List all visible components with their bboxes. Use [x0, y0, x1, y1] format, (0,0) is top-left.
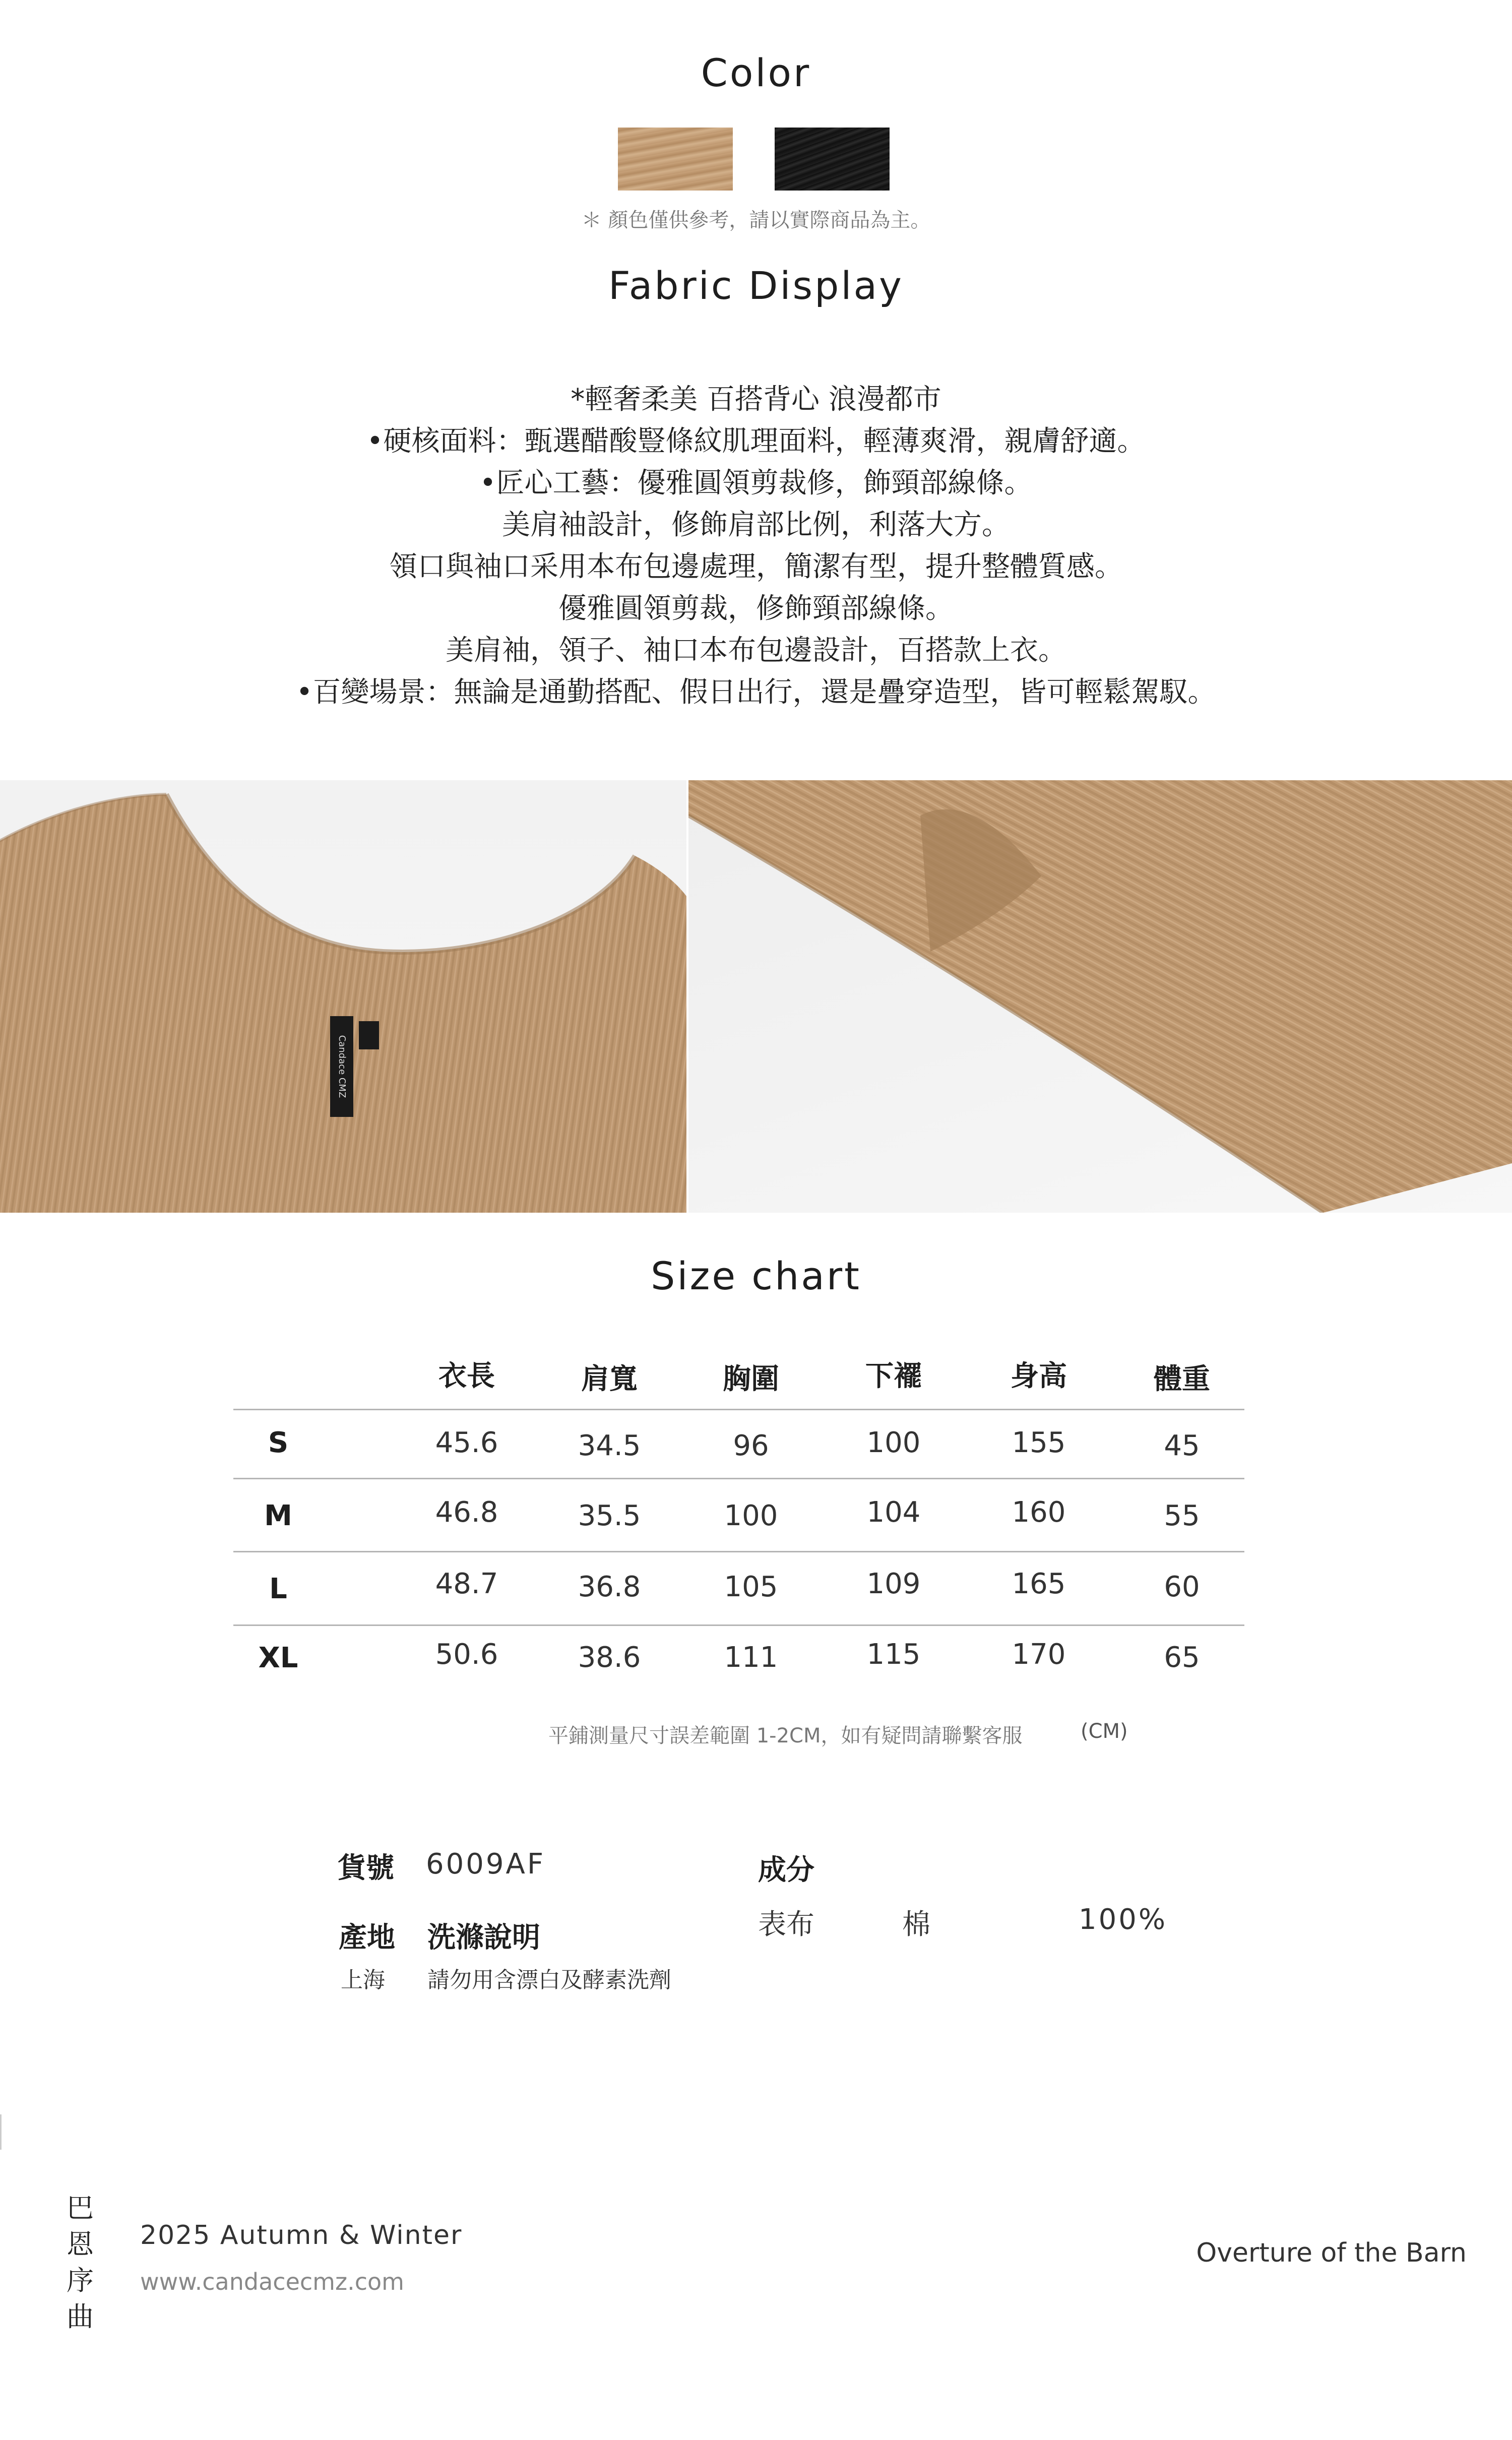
fabric-line: 優雅圓領剪裁，修飾頸部線條。 [558, 592, 954, 625]
slogan-text: Overture of the Barn [1196, 2238, 1467, 2268]
composition-material: 棉 [902, 1908, 930, 1941]
size-label-m: M [264, 1499, 292, 1532]
fabric-line: •匠心工藝：優雅圓領剪裁修，飾頸部線條。 [479, 467, 1033, 499]
fabric-line: *輕奢柔美 百搭背心 浪漫都市 [571, 383, 941, 416]
composition-percent: 100% [1079, 1903, 1168, 1936]
brand-char: 巴 [67, 2192, 94, 2224]
fabric-line: •硬核面料：甄選醋酸豎條紋肌理面料，輕薄爽滑，親膚舒適。 [366, 425, 1146, 458]
header-chest: 胸圍 [723, 1363, 779, 1396]
brand-char: 序 [67, 2265, 94, 2296]
fabric-line: •百變場景：無論是通勤搭配、假日出行，還是疊穿造型，皆可輕鬆駕馭。 [296, 676, 1216, 709]
origin-value: 上海 [341, 1967, 385, 1993]
table-rule [233, 1478, 1244, 1479]
size-chart-unit: (CM) [1081, 1720, 1128, 1743]
header-height: 身高 [1011, 1360, 1067, 1393]
table-cell: 100 [724, 1499, 778, 1532]
header-weight: 體重 [1154, 1363, 1210, 1396]
brand-char: 恩 [67, 2228, 94, 2260]
table-cell: 48.7 [435, 1568, 498, 1600]
brand-vertical-name [62, 2190, 98, 2335]
composition-label: 成分 [758, 1854, 814, 1887]
season-text: 2025 Autumn & Winter [140, 2220, 463, 2250]
table-cell: 46.8 [435, 1496, 498, 1529]
fabric-photo-neckline [0, 780, 686, 1213]
table-cell: 65 [1164, 1641, 1200, 1674]
brand-label-tag [330, 1016, 353, 1117]
website-link[interactable]: www.candacecmz.com [140, 2268, 404, 2295]
swatch-khaki[interactable] [618, 128, 733, 191]
fabric-line: 美肩袖設計，修飾肩部比例，利落大方。 [502, 509, 1010, 541]
table-cell: 111 [724, 1641, 778, 1674]
table-cell: 155 [1012, 1426, 1066, 1459]
table-cell: 160 [1012, 1496, 1066, 1529]
table-cell: 115 [866, 1638, 921, 1671]
origin-label: 產地 [339, 1921, 395, 1954]
care-label: 洗滌說明 [427, 1921, 540, 1954]
color-note: ＊ 顏色僅供參考，請以實際商品為主。 [581, 209, 931, 232]
table-cell: 36.8 [578, 1571, 641, 1603]
composition-part: 表布 [758, 1908, 814, 1941]
header-length: 衣長 [438, 1360, 495, 1393]
table-cell: 165 [1012, 1568, 1066, 1600]
size-label-l: L [269, 1573, 287, 1605]
brand-label-text: Candace CMZ [337, 1035, 347, 1098]
size-label-s: S [268, 1426, 289, 1459]
table-cell: 35.5 [578, 1499, 641, 1532]
table-rule [233, 1624, 1244, 1626]
table-cell: 170 [1012, 1638, 1066, 1671]
fabric-photo-hem [688, 780, 1512, 1213]
size-chart-title: Size chart [651, 1254, 861, 1298]
table-rule [233, 1551, 1244, 1552]
size-label-xl: XL [258, 1642, 298, 1674]
color-title: Color [701, 50, 811, 95]
table-rule [233, 1409, 1244, 1410]
table-cell: 50.6 [435, 1638, 498, 1671]
table-cell: 45.6 [435, 1426, 498, 1459]
header-hem: 下襬 [865, 1360, 922, 1393]
table-cell: 38.6 [578, 1641, 641, 1674]
table-cell: 105 [724, 1571, 778, 1603]
swatch-black[interactable] [775, 128, 890, 191]
table-cell: 109 [866, 1568, 921, 1600]
fabric-line: 領口與袖口采用本布包邊處理，簡潔有型，提升整體質感。 [389, 550, 1123, 583]
sku-value: 6009AF [426, 1848, 546, 1881]
fabric-title: Fabric Display [608, 263, 904, 308]
sku-label: 貨號 [338, 1852, 394, 1885]
table-cell: 60 [1164, 1571, 1200, 1603]
size-chart-note: 平鋪測量尺寸誤差範圍 1-2CM，如有疑問請聯繫客服 [548, 1724, 1023, 1747]
table-cell: 100 [866, 1426, 921, 1459]
table-cell: 104 [866, 1496, 921, 1529]
table-cell: 55 [1164, 1499, 1200, 1532]
table-cell: 96 [733, 1429, 769, 1462]
footer-edge-mark [0, 2114, 2, 2150]
brand-char: 曲 [67, 2301, 94, 2333]
size-label-tag [359, 1021, 379, 1049]
fabric-line: 美肩袖，領子、袖口本布包邊設計，百搭款上衣。 [446, 634, 1066, 667]
header-shoulder: 肩寬 [581, 1363, 638, 1396]
care-value: 請勿用含漂白及酵素洗劑 [427, 1967, 671, 1993]
table-cell: 45 [1164, 1429, 1200, 1462]
table-cell: 34.5 [578, 1429, 641, 1462]
